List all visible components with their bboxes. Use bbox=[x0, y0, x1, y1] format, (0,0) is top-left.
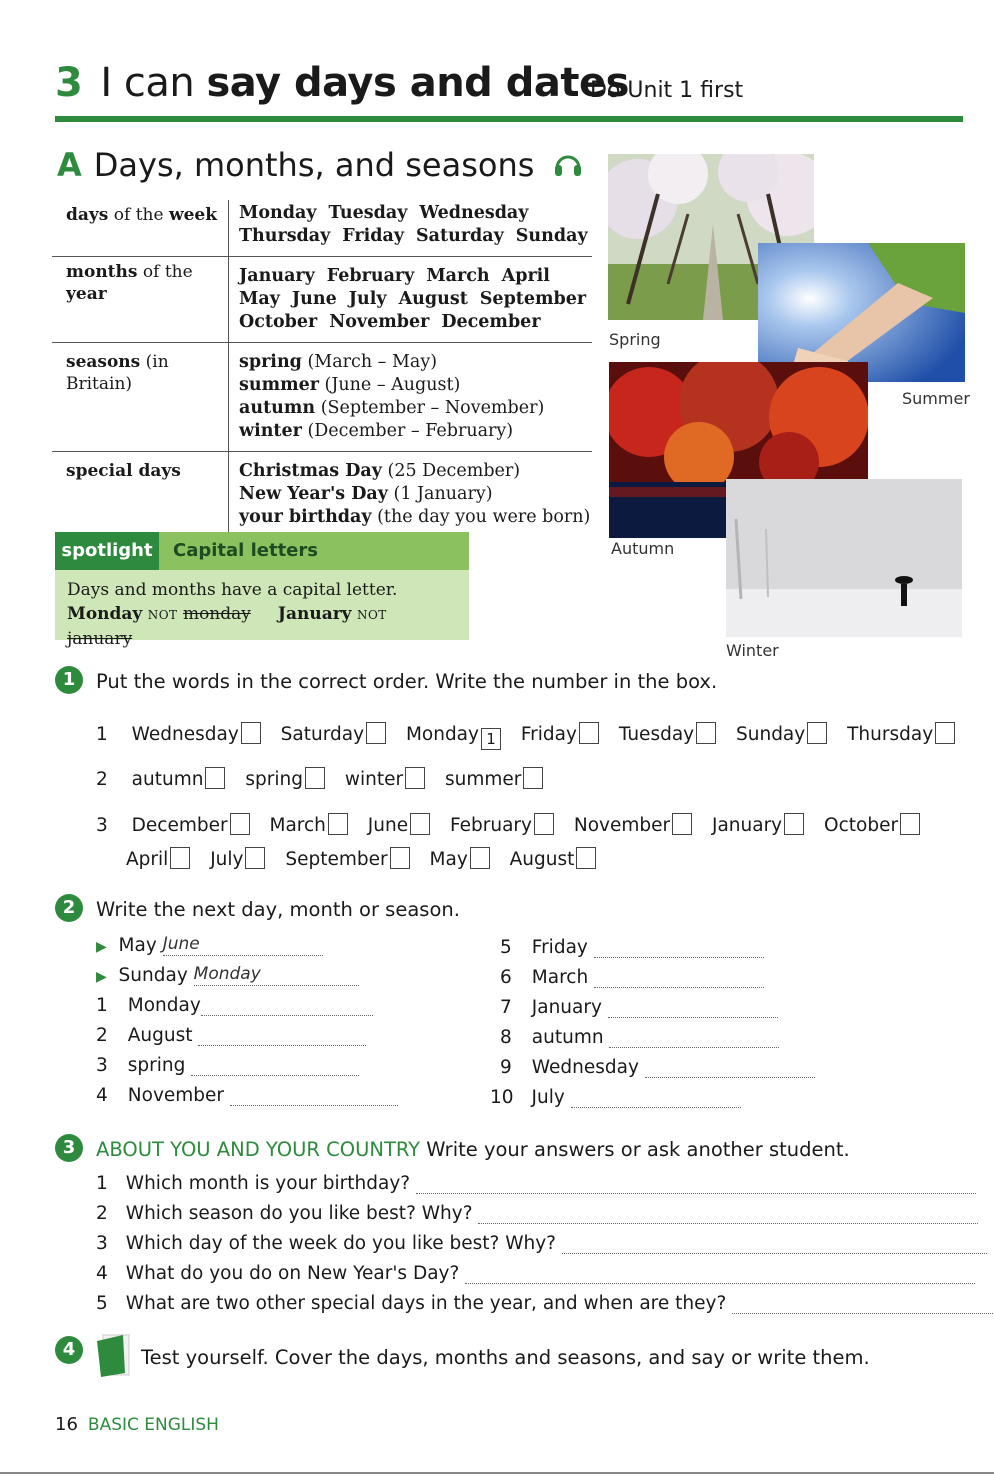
answer-line[interactable]: June bbox=[163, 937, 323, 956]
exercise-2-item-8: 8 autumn bbox=[500, 1027, 779, 1048]
answer-line[interactable] bbox=[478, 1205, 978, 1224]
spotlight-box bbox=[55, 532, 469, 649]
answer-box[interactable]: 1 bbox=[481, 728, 501, 750]
row-seasons bbox=[52, 343, 592, 452]
answer-box[interactable] bbox=[470, 847, 490, 869]
answer-line[interactable] bbox=[562, 1235, 987, 1254]
seasons-list: spring (March – May) summer (June – August) autumn (September – November) winter (December – February) bbox=[228, 343, 592, 451]
answer-line[interactable] bbox=[594, 969, 764, 988]
exercise-1-number: 1 bbox=[55, 666, 83, 694]
exercise-1-row-2: 2 autumn spring winter summer bbox=[96, 767, 557, 790]
answer-line[interactable] bbox=[645, 1059, 815, 1078]
answer-line[interactable] bbox=[571, 1089, 741, 1108]
list-item: July bbox=[210, 849, 265, 870]
label-special-days: special days bbox=[66, 461, 181, 481]
list-item: March bbox=[270, 815, 348, 836]
answer-box[interactable] bbox=[807, 722, 827, 744]
exercise-1-row-1: 1 Wednesday Saturday Monday 1 Friday Tuesday Sunday Thursday bbox=[96, 722, 969, 750]
list-item: December bbox=[132, 815, 250, 836]
list-item: May bbox=[430, 849, 490, 870]
answer-box[interactable] bbox=[523, 767, 543, 789]
answer-line[interactable] bbox=[198, 1027, 366, 1046]
list-item: autumn bbox=[132, 769, 226, 790]
exercise-2-item-2: 2 August bbox=[96, 1025, 366, 1046]
title-bold: say days and dates bbox=[206, 60, 629, 106]
answer-box[interactable] bbox=[405, 767, 425, 789]
answer-box[interactable] bbox=[390, 847, 410, 869]
arrow-icon: ▶ bbox=[96, 969, 107, 985]
answer-line[interactable] bbox=[594, 939, 764, 958]
answer-line[interactable] bbox=[732, 1295, 994, 1314]
spotlight-tag: spotlight bbox=[55, 532, 159, 570]
vocabulary-table bbox=[52, 200, 592, 537]
answer-box[interactable] bbox=[245, 847, 265, 869]
list-item: April bbox=[126, 849, 190, 870]
answer-box[interactable] bbox=[534, 813, 554, 835]
exercise-3-question-5: 5 What are two other special days in the year, and when are they? bbox=[96, 1293, 994, 1314]
headphones-icon[interactable] bbox=[553, 148, 583, 186]
spotlight-title: Capital letters bbox=[173, 540, 318, 561]
list-item: winter bbox=[345, 769, 425, 790]
answer-box[interactable] bbox=[241, 722, 261, 744]
answer-box[interactable] bbox=[576, 847, 596, 869]
list-item: November bbox=[574, 815, 692, 836]
special-days-list: Christmas Day (25 December) New Year's Day (1 January) your birthday (the day you were born) bbox=[228, 452, 592, 537]
label-days: days of the week bbox=[66, 205, 217, 225]
answer-box[interactable] bbox=[696, 722, 716, 744]
arrow-icon: ▶ bbox=[96, 939, 107, 955]
list-item: Monday 1 bbox=[406, 724, 501, 745]
answer-line[interactable]: Monday bbox=[194, 967, 359, 986]
row-special-days bbox=[52, 452, 592, 537]
list-item: February bbox=[450, 815, 554, 836]
exercise-1-row-3b bbox=[126, 847, 610, 870]
page-title bbox=[55, 60, 629, 106]
answer-box[interactable] bbox=[230, 813, 250, 835]
answer-box[interactable] bbox=[410, 813, 430, 835]
list-item: Friday bbox=[521, 724, 599, 745]
exercise-1-instruction: Put the words in the correct order. Write the number in the box. bbox=[96, 670, 718, 693]
answer-line[interactable] bbox=[230, 1087, 398, 1106]
about-heading: ABOUT YOU AND YOUR COUNTRY bbox=[96, 1138, 421, 1161]
exercise-2-example-2: ▶ Sunday Monday bbox=[96, 965, 359, 986]
list-item: Thursday bbox=[847, 724, 955, 745]
answer-box[interactable] bbox=[672, 813, 692, 835]
answer-box[interactable] bbox=[305, 767, 325, 789]
unit-number: 3 bbox=[55, 60, 83, 106]
exercise-2-item-10: 10 July bbox=[490, 1087, 741, 1108]
section-a-heading bbox=[57, 146, 583, 186]
exercise-2-example-1: ▶ May June bbox=[96, 935, 323, 956]
exercise-1-row-3: 3 December March June February November January October bbox=[96, 813, 934, 836]
page-footer bbox=[55, 1414, 219, 1435]
answer-box[interactable] bbox=[900, 813, 920, 835]
spring-caption: Spring bbox=[609, 330, 661, 349]
answer-box[interactable] bbox=[784, 813, 804, 835]
spotlight-rule: Days and months have a capital letter. bbox=[67, 580, 398, 600]
exercise-4-number: 4 bbox=[55, 1336, 83, 1364]
winter-photo bbox=[726, 479, 962, 637]
bottom-divider bbox=[0, 1472, 994, 1474]
exercise-3-question-4: 4 What do you do on New Year's Day? bbox=[96, 1263, 975, 1284]
answer-line[interactable] bbox=[465, 1265, 975, 1284]
exercise-4-instruction: Test yourself. Cover the days, months and seasons, and say or write them. bbox=[141, 1346, 870, 1369]
exercise-2-item-6: 6 March bbox=[500, 967, 764, 988]
label-seasons: seasons (in Britain) bbox=[66, 352, 169, 394]
page-number: 16 bbox=[55, 1414, 78, 1435]
book-title: BASIC ENGLISH bbox=[87, 1415, 219, 1435]
winter-caption: Winter bbox=[726, 641, 779, 660]
exercise-3-question-2: 2 Which season do you like best? Why? bbox=[96, 1203, 978, 1224]
list-item: January bbox=[712, 815, 804, 836]
cover-card-icon bbox=[95, 1333, 131, 1381]
answer-box[interactable] bbox=[205, 767, 225, 789]
list-item: October bbox=[824, 815, 920, 836]
exercise-2-instruction: Write the next day, month or season. bbox=[96, 898, 460, 921]
answer-line[interactable] bbox=[201, 997, 373, 1016]
answer-box[interactable] bbox=[328, 813, 348, 835]
answer-box[interactable] bbox=[170, 847, 190, 869]
answer-box[interactable] bbox=[366, 722, 386, 744]
exercise-3-number: 3 bbox=[55, 1134, 83, 1162]
list-item: Sunday bbox=[736, 724, 827, 745]
answer-line[interactable] bbox=[608, 999, 778, 1018]
months-list: January February March April May June July August September October November December bbox=[228, 257, 592, 342]
list-item: spring bbox=[245, 769, 325, 790]
answer-line[interactable] bbox=[609, 1029, 779, 1048]
exercise-2-number: 2 bbox=[55, 894, 83, 922]
list-item: Wednesday bbox=[132, 724, 261, 745]
exercise-2-item-4: 4 November bbox=[96, 1085, 398, 1106]
exercise-3-question-1: 1 Which month is your birthday? bbox=[96, 1173, 976, 1194]
exercise-2-item-5: 5 Friday bbox=[500, 937, 764, 958]
exercise-3-question-3: 3 Which day of the week do you like best? Why? bbox=[96, 1233, 987, 1254]
unit-prerequisite: Do Unit 1 first bbox=[590, 78, 744, 103]
spotlight-examples: Monday NOT monday January NOT january bbox=[67, 604, 387, 649]
section-title: Days, months, and seasons bbox=[93, 146, 535, 184]
answer-line[interactable] bbox=[416, 1175, 976, 1194]
answer-line[interactable] bbox=[191, 1057, 359, 1076]
exercise-3-instruction: ABOUT YOU AND YOUR COUNTRY Write your answers or ask another student. bbox=[96, 1138, 850, 1161]
summer-caption: Summer bbox=[902, 389, 970, 408]
title-plain: I can bbox=[100, 60, 195, 106]
list-item: summer bbox=[445, 769, 543, 790]
autumn-caption: Autumn bbox=[611, 539, 675, 558]
list-item: August bbox=[510, 849, 597, 870]
list-item: September bbox=[285, 849, 409, 870]
list-item: Saturday bbox=[281, 724, 386, 745]
exercise-2-item-7: 7 January bbox=[500, 997, 778, 1018]
answer-box[interactable] bbox=[579, 722, 599, 744]
header-divider bbox=[55, 116, 963, 122]
exercise-2-item-3: 3 spring bbox=[96, 1055, 359, 1076]
label-months: months of the year bbox=[66, 262, 193, 304]
list-item: Tuesday bbox=[619, 724, 716, 745]
exercise-2-item-9: 9 Wednesday bbox=[500, 1057, 815, 1078]
answer-box[interactable] bbox=[935, 722, 955, 744]
section-letter: A bbox=[57, 146, 82, 184]
exercise-2-item-1: 1 Monday bbox=[96, 995, 373, 1016]
days-list: Monday Tuesday Wednesday Thursday Friday Saturday Sunday bbox=[228, 200, 592, 256]
list-item: June bbox=[368, 815, 430, 836]
row-days bbox=[52, 200, 592, 257]
row-months bbox=[52, 257, 592, 343]
